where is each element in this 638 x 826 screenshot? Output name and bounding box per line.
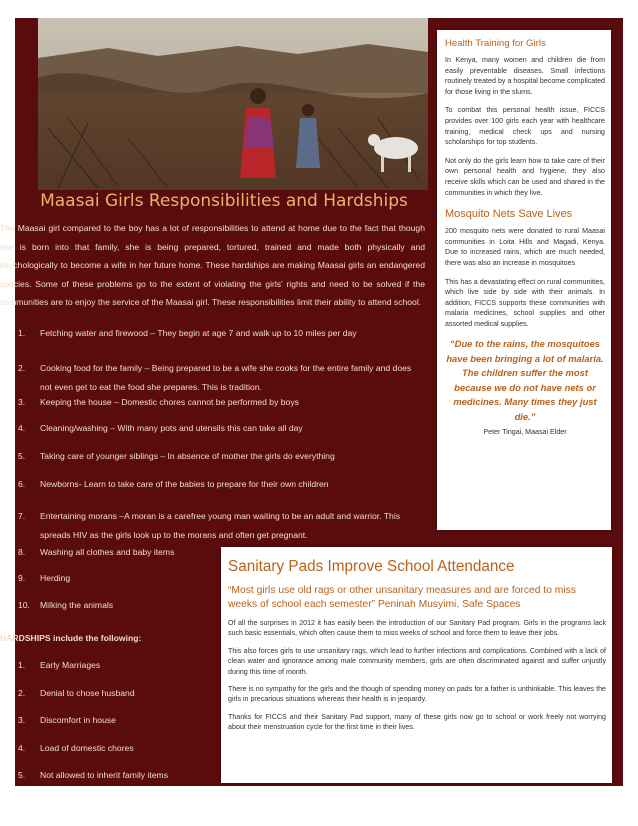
item-number: 4.: [18, 423, 26, 433]
item-text: Cooking food for the family – Being prepared to be a wife she cooks for the entire family and does not even get to eat the food she prepares. This is tradition.: [40, 363, 412, 392]
item-text: Entertaining morans –A moran is a carefree young man waiting to be an adult and warrior. This spreads HIV as the girls look up to the morans and often get pregnant.: [40, 511, 401, 540]
item-text: Early Marriages: [40, 660, 101, 670]
sidebar: [437, 30, 611, 530]
mosquito-nets-title: Mosquito Nets Save Lives: [445, 208, 573, 221]
item-text: Not allowed to inherit family items: [40, 770, 168, 780]
item-text: Load of domestic chores: [40, 742, 134, 753]
sanitary-title: Sanitary Pads Improve School Attendance: [228, 558, 515, 575]
item-text: Taking care of younger siblings – In absence of mother the girls do everything: [40, 451, 335, 461]
health-paragraph-3: Not only do the girls learn how to take care of their own personal health and hygiene, they also receive skills which can be used and shared in the communities in which they live.: [445, 156, 605, 197]
item-number: 8.: [18, 547, 26, 557]
hardships-list: [0, 660, 220, 798]
item-text: Washing all clothes and baby items: [40, 547, 175, 557]
intro-paragraph: The Maasai girl compared to the boy has a lot of responsibilities to attend at home due to the fact that though she is born into that family, she is being prepared, tortured, trained and made both physically and psychologically to become a wife in her future home. These hardships are making Maasai girls an endangered species. Some of these problems go to the extent of violating the girls' rights and need to be solved if the communities are to enjoy the service of the Maasai girl. These responsibilities limit their ability to attend school.: [0, 223, 425, 307]
list-item: [0, 770, 220, 798]
sanitary-paragraph-4: Thanks for FICCS and their Sanitary Pad support, many of these girls now go to school or work freely not worrying about their menstruation cycle for the first time in their lives.: [228, 712, 606, 732]
main-heading: Maasai Girls Responsibilities and Hardships: [40, 191, 408, 211]
list-item: [0, 397, 425, 423]
item-number: 1.: [18, 328, 26, 338]
quote-attribution: Peter Tingai, Maasai Elder: [483, 428, 567, 437]
elder-quote: “Due to the rains, the mosquitoes have been bringing a lot of malaria. The children suffer the most because we do not have nets or medicines. Many times they just die.”: [446, 338, 604, 422]
list-item: [0, 507, 425, 547]
item-number: 3.: [18, 715, 26, 725]
item-number: 5.: [18, 451, 26, 461]
item-number: 4.: [18, 742, 26, 753]
item-number: 9.: [18, 573, 26, 583]
sanitary-paragraph-1: Of all the surprises in 2012 it has easily been the introduction of our Sanitary Pad program. Girls in the programs lack such basic essentials, which often cause them to miss weeks of school and force them to leave their jobs.: [228, 619, 606, 638]
sanitary-paragraph-3: There is no sympathy for the girls and the though of spending money on pads for a father is unthinkable. This leaves the girls in precarious situations whereas their health is in jeopardy.: [228, 685, 606, 704]
health-paragraph-2: To combat this personal health issue, FICCS provides over 100 girls each year with healthcare training, medical check ups and nursing scholarships for top students.: [445, 106, 605, 147]
item-text: Herding: [40, 573, 71, 583]
health-paragraph-1: In Kenya, many women and children die from easily preventable diseases. Small infections routinely treated by a hospital become complicated for those living in the slums.: [445, 56, 605, 96]
item-number: 2.: [18, 363, 26, 373]
item-number: 2.: [18, 687, 26, 698]
sanitary-quote: “Most girls use old rags or other unsanitary measures and are forced to miss weeks of school each semester” Peninah Musyimi, Safe Spaces: [228, 585, 576, 610]
list-item: [0, 660, 220, 688]
item-number: 1.: [18, 660, 26, 670]
item-number: 3.: [18, 397, 26, 407]
list-item: [0, 359, 425, 397]
list-item: [0, 451, 425, 479]
health-training-title: Health Training for Girls: [445, 38, 546, 49]
nets-paragraph-2: This has a devastating effect on rural communities, which live side by side with their animals. In addition, FICCS supports these communities with malaria medicines, school supplies and other assorted medical supplies.: [445, 277, 605, 328]
hardships-title: HARDSHIPS include the following:: [0, 633, 142, 643]
item-text: Cleaning/washing – With many pots and utensils this can take all day: [40, 423, 303, 433]
list-item: [0, 743, 220, 771]
item-text: Milking the animals: [40, 600, 114, 610]
list-item: [0, 328, 425, 359]
item-text: Discomfort in house: [40, 715, 116, 725]
sanitary-pads-section: [221, 547, 612, 783]
sanitary-paragraph-2: This also forces girls to use unsanitary rags, which lead to further infections and complications. Combined with a lack of clean water and ignorance among male community members, girls are often discriminated against and suffer unjustly during this time of month.: [228, 646, 606, 676]
item-number: 7.: [18, 511, 26, 521]
item-number: 5.: [18, 770, 26, 780]
list-item: [0, 479, 425, 507]
nets-paragraph-1: 200 mosquito nets were donated to rural Maasai communities in Loita Hills and Magadi, Kenya. Due to increased rains, which are much needed, there was also an increase in mosquitoes: [445, 227, 605, 267]
intro-section: [0, 219, 425, 312]
item-number: 6.: [18, 479, 26, 489]
photo-illustration: [38, 18, 428, 190]
item-text: Fetching water and firewood – They begin at age 7 and walk up to 10 miles per day: [40, 328, 357, 338]
item-text: Newborns- Learn to take care of the babies to prepare for their own children: [40, 479, 329, 489]
list-item: [0, 423, 425, 451]
list-item: [0, 688, 220, 716]
list-item: [0, 715, 220, 743]
item-text: Denial to chose husband: [40, 687, 135, 698]
item-text: Keeping the house – Domestic chores cannot be performed by boys: [40, 397, 299, 407]
item-number: 10.: [18, 600, 30, 610]
maasai-photo: [38, 18, 428, 190]
